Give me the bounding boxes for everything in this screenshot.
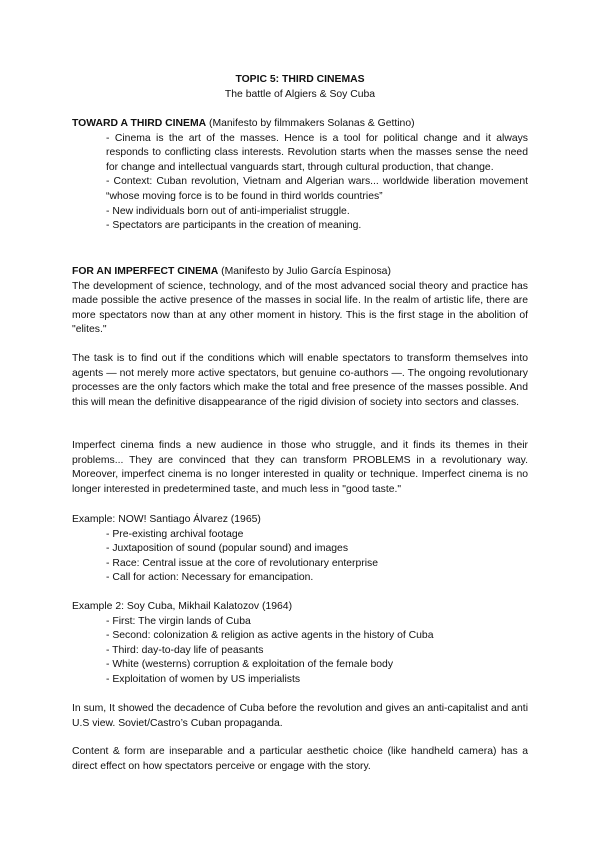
section-heading-title: FOR AN IMPERFECT CINEMA [72,266,219,277]
section-heading-title: TOWARD A THIRD CINEMA [72,118,207,129]
list-item: - Spectators are participants in the creation of meaning. [106,220,362,232]
closing-paragraph: Content & form are inseparable and a particular aesthetic choice (like handheld camera) has a direct effect on how spectators perceive or engage with the story. [72,746,528,772]
list-item: - Juxtaposition of sound (popular sound) and images [106,543,349,555]
section-imperfect-cinema [72,265,528,338]
example-now [72,513,528,586]
summary-paragraph: In sum, It showed the decadence of Cuba before the revolution and gives an anti-capitalist and anti U.S view. Soviet/Castro’s Cuban propaganda. [72,703,528,729]
section-third-cinema [72,117,528,234]
list-item: - Call for action: Necessary for emancipation. [106,572,314,584]
list-item: - First: The virgin lands of Cuba [106,615,251,627]
list-item: - Exploitation of women by US imperialists [106,673,301,685]
list-item: - Third: day-to-day life of peasants [106,644,264,656]
list-item: - Second: colonization & religion as active agents in the history of Cuba [106,630,434,642]
list-item: - Context: Cuban revolution, Vietnam and Algerian wars... worldwide liberation movement “whose moving force is to be found in third worlds countries” [106,176,528,202]
list-item: - Race: Central issue at the core of revolutionary enterprise [106,557,379,569]
list-item: - Pre-existing archival footage [106,528,244,540]
example-heading: Example: NOW! Santiago Álvarez (1965) [72,514,261,525]
list-item: - New individuals born out of anti-imperialist struggle. [106,205,350,217]
list-item: - White (westerns) corruption & exploitation of the female body [106,659,394,671]
section-heading-note: (Manifesto by Julio García Espinosa) [218,266,391,277]
section-heading [72,265,528,280]
section-heading-note: (Manifesto by filmmakers Solanas & Gettino) [206,118,415,129]
paragraph: The task is to find out if the conditions which will enable spectators to transform themselves into agents — not merely more active spectators, but genuine co-authors —. The ongoing revolutionary processes are the only factors which make the total and free presence of the masses possible. And this will mean the definitive disappearance of the rigid division of society into sectors and classes. [72,353,528,408]
paragraph: Imperfect cinema finds a new audience in those who struggle, and it finds its themes in their problems... They are convinced that they can transform PROBLEMS in a revolutionary way. Moreover, imperfect cinema is no longer interested in quality or technique. Imperfect cinema is no longer interested in predetermined taste, and much less in "good taste." [72,440,528,495]
page-subtitle: The battle of Algiers & Soy Cuba [224,89,376,100]
example-soy-cuba [72,600,528,688]
section-heading [72,117,528,132]
paragraph: The development of science, technology, and of the most advanced social theory and practice has made possible the active presence of the masses in social life. In the realm of artistic life, there are more spectators now than at any other moment in history. This is the first stage in the abolition of "elites." [72,280,528,336]
list-item: - Cinema is the art of the masses. Hence is a tool for political change and it always responds to conflicting class interests. Revolution starts when the masses sense the need for change and intellectual vanguards start, through cultural production, that change. [106,132,528,173]
example-heading: Example 2: Soy Cuba, Mikhail Kalatozov (1964) [72,601,293,612]
page-title: TOPIC 5: THIRD CINEMAS [235,74,365,85]
